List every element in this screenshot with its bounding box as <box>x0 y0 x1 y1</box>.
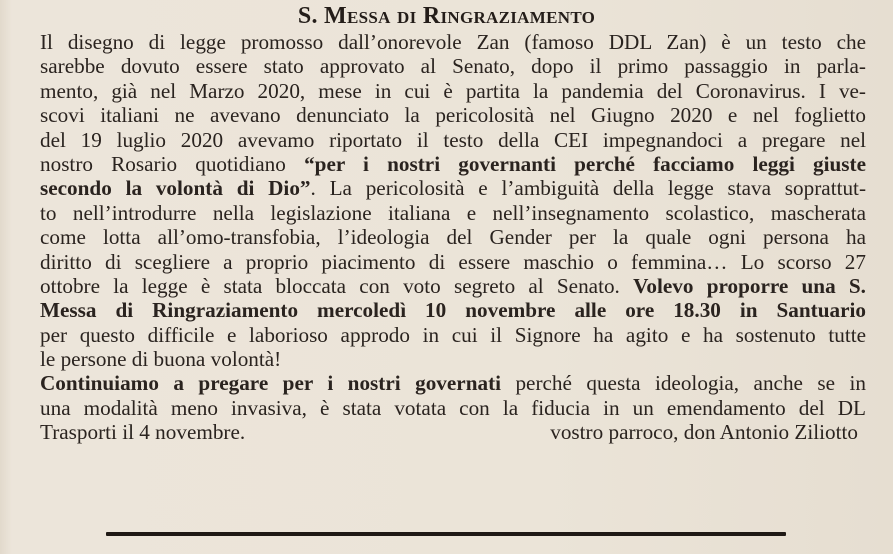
text-line <box>40 176 866 200</box>
text-line <box>40 274 866 298</box>
text-bold-exhortation: Continuiamo a pregare per i nostri governati <box>40 371 502 396</box>
text-line: sarebbe dovuto essere stato approvato al Senato, dopo il primo passaggio in parla- <box>40 54 866 79</box>
title-text: S. Messa di Ringraziamento <box>297 3 596 29</box>
text-normal: nostro Rosario quotidiano <box>40 151 305 176</box>
text-line: del 19 luglio 2020 avevamo riportato il testo della CEI impegnandoci a pregare nel <box>40 127 866 152</box>
text-line: come lotta all’omo-transfobia, l’ideologia del Gender per la quale ogni persona ha <box>40 225 866 250</box>
text-line <box>40 152 866 176</box>
text-line: Il disegno di legge promosso dall’onorevole Zan (famoso DDL Zan) è un testo che <box>40 30 866 54</box>
text-normal: perché questa ideologia, anche se in <box>501 371 866 396</box>
page-title <box>0 3 893 30</box>
text-bold-quote: secondo la volontà di Dio” <box>40 176 311 201</box>
text-line: diritto di scegliere a proprio piacimento di essere maschio o femmina… Lo scorso 27 <box>40 249 866 274</box>
text-line: per questo difficile e laborioso approdo in cui il Signore ha agito e ha sostenuto tutte <box>40 322 866 347</box>
text-normal: Trasporti il 4 novembre. <box>40 420 246 445</box>
signature: vostro parroco, don Antonio Ziliotto <box>550 420 858 445</box>
text-line: scovi italiani ne avevano denunciato la pericolosità nel Giugno 2020 e nel foglietto <box>40 103 866 128</box>
text-line: le persone di buona volontà! <box>40 347 282 372</box>
text-normal: . La pericolosità e l’ambiguità della legge stava soprattut- <box>310 176 867 201</box>
closing-line <box>40 420 866 444</box>
text-bold-announcement: Volevo proporre una S. <box>633 273 866 298</box>
article-body <box>40 30 866 445</box>
divider-rule <box>106 532 786 536</box>
text-line: una modalità meno invasiva, è stata votata con la fiducia in un emendamento del DL <box>40 395 866 420</box>
text-line-announcement: Messa di Ringraziamento mercoledì 10 novembre alle ore 18.30 in Santuario <box>40 298 866 323</box>
text-line: to nell’introdurre nella legislazione italiana e nell’insegnamento scolastico, mascherata <box>40 200 866 225</box>
text-line: mento, già nel Marzo 2020, mese in cui è partita la pandemia del Coronavirus. I ve- <box>40 78 866 103</box>
text-line <box>40 371 866 395</box>
text-normal: ottobre la legge è stata bloccata con voto segreto al Senato. <box>40 273 634 298</box>
text-bold-quote: “per i nostri governanti perché facciamo leggi giuste <box>304 151 866 176</box>
